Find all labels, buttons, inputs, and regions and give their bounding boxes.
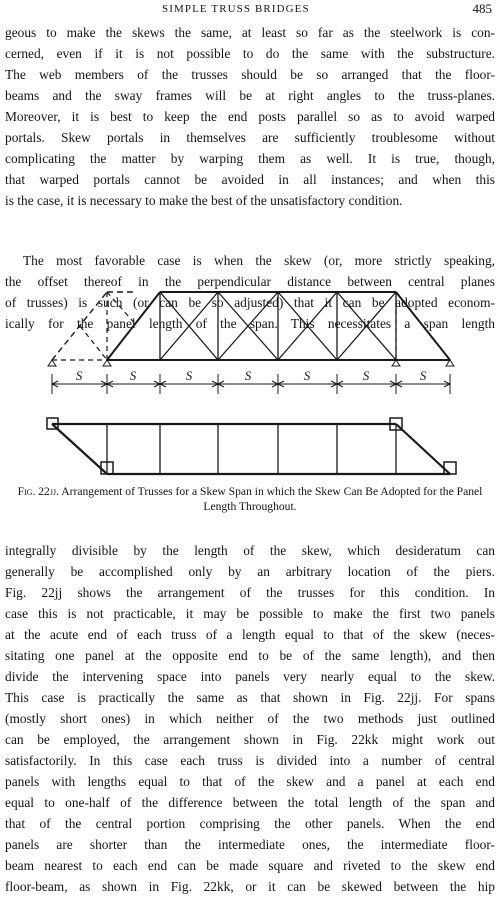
text-line: The web members of the trusses should be so arranged that the floor-: [5, 67, 495, 82]
panel-label: S: [244, 368, 252, 383]
text-line: case this is not practicable, it may be possible to make the first two panels: [5, 606, 495, 621]
text-line: complicating the matter by warping them as well. It is true, though,: [5, 151, 495, 166]
truss-verticals: [160, 292, 396, 360]
truss-end-post-left: [107, 292, 160, 360]
text-line: sitating one panel at the opposite end to be of the same length), and then: [5, 648, 495, 663]
panel-label: S: [185, 368, 193, 383]
text-line: can be employed, the arrangement shown in Fig. 22kk might work out: [5, 732, 495, 747]
text-line: panels with lengths equal to that of the skew and a panel at each end: [5, 774, 495, 789]
paragraph-3: [5, 540, 495, 897]
text-line: geous to make the skews the same, at least so far as the steelwork is con-: [5, 25, 495, 40]
caption-text: Arrangement of Trusses for a Skew Span in which the Skew Can Be Adopted for the Panel Length Throughout.: [61, 485, 483, 513]
text-line: portals. Skew portals in themselves are sufficiently troublesome without: [5, 130, 495, 145]
plan-floorbeams: [107, 424, 396, 474]
panel-label: S: [75, 368, 83, 383]
page-header: [0, 0, 500, 18]
figure-skew-truss-diagram: [40, 288, 480, 476]
text-line: (mostly short ones) in which neither of the two methods just outlined: [5, 711, 495, 726]
text-line: generally be accomplished only by an arbitrary location of the piers.: [5, 564, 495, 579]
text-line: ically for the panel length of the span. This necessitates a span length: [5, 316, 495, 331]
page-number: 485: [472, 1, 492, 16]
panel-label: S: [419, 368, 427, 383]
paragraph-1: [5, 22, 495, 211]
text-line: of trusses) is such (or can be so adjusted) that it can be adopted econom-: [5, 295, 495, 310]
running-title: SIMPLE TRUSS BRIDGES: [162, 3, 310, 15]
text-line: that warped portals cannot be avoided in all instances; and when this: [5, 172, 495, 187]
dashed-web: [80, 292, 137, 360]
caption-label: Fig. 22jj.: [17, 485, 59, 498]
text-line: at the acute end of each truss of a length equal to that of the skew (neces-: [5, 627, 495, 642]
panel-label: S: [303, 368, 311, 383]
text-line: beam nearest to each end can be made square and riveted to the skew end: [5, 858, 495, 873]
text-line: cerned, even if it is not possible to do the same with the substructure.: [5, 46, 495, 61]
text-line: divide the intervening space into panels very nearly equal to the skew.: [5, 669, 495, 684]
text-line: satisfactorily. In this case each truss is divided into a number of central: [5, 753, 495, 768]
text-line: the offset thereof in the perpendicular distance between central planes: [5, 274, 495, 289]
text-line: that of the central portion comprising the other panels. When the end: [5, 816, 495, 831]
truss-end-post-right: [396, 292, 450, 360]
text-line: Fig. 22jj shows the arrangement of the trusses for this condition. In: [5, 585, 495, 600]
text-line: Moreover, it is best to keep the end posts parallel so as to avoid warped: [5, 109, 495, 124]
figure-caption: [5, 484, 495, 514]
text-line: beams and the sway frames will be at right angles to the truss-planes.: [5, 88, 495, 103]
text-line: floor-beam, as shown in Fig. 22kk, or it can be skewed between the hip: [5, 879, 495, 894]
plan-corner-box-br: [444, 462, 456, 474]
plan-skew-end-left: [52, 424, 107, 474]
text-line: The most favorable case is when the skew (or, more strictly speaking,: [23, 253, 495, 268]
bearing-left-dashed: [48, 360, 56, 366]
plan-skew-end-right: [396, 424, 450, 474]
text-line: integrally divisible by the length of the skew, which desideratum can: [5, 543, 495, 558]
text-line: is the case, it is necessary to make the best of the unsatisfactory condition.: [5, 193, 403, 208]
text-line: panels are shorter than the intermediate ones, the intermediate floor-: [5, 837, 495, 852]
text-line: This case is practically the same as that shown in Fig. 22jj. For spans: [5, 690, 495, 705]
text-line: equal to one-half of the difference between the total length of the span and: [5, 795, 495, 810]
truss-diagram: [40, 288, 480, 476]
panel-label: S: [362, 368, 370, 383]
panel-label: S: [129, 368, 137, 383]
